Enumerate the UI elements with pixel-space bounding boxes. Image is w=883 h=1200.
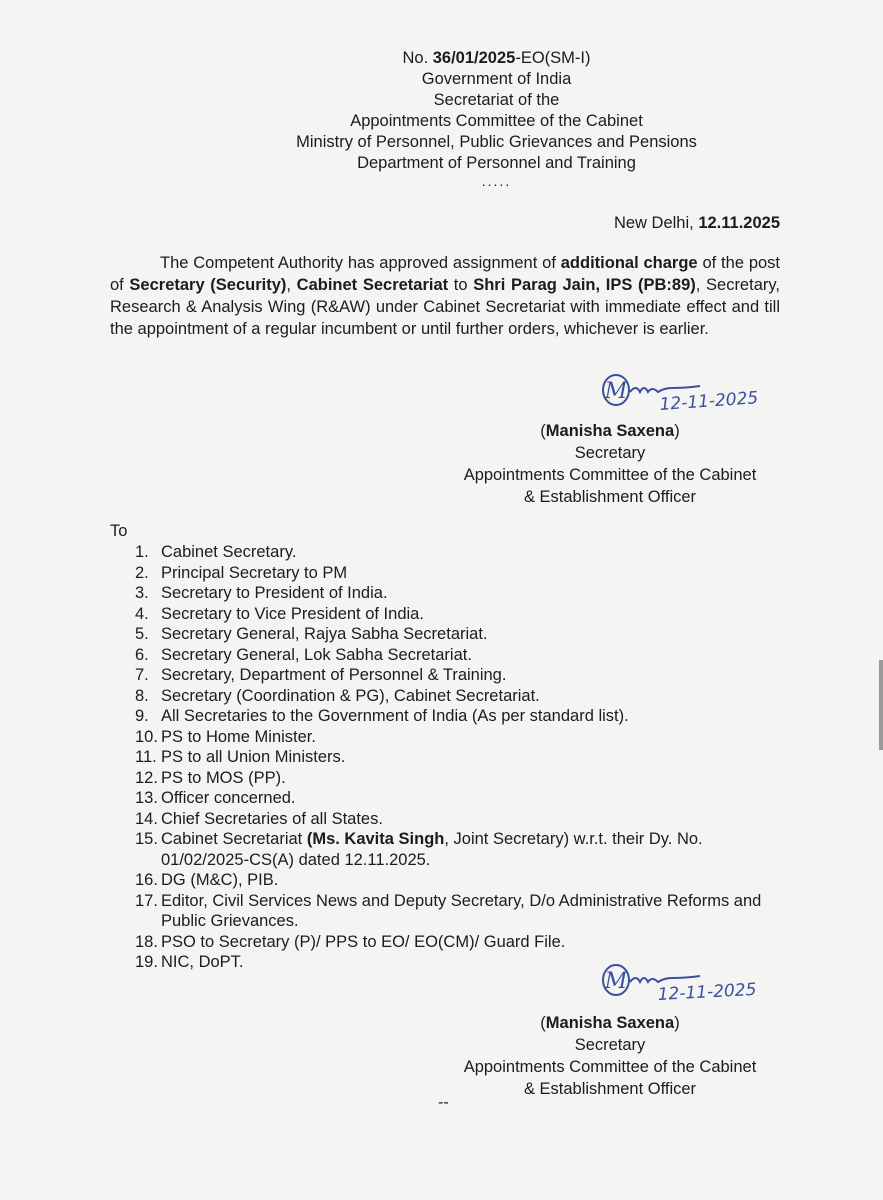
svg-text:M: M (604, 379, 628, 404)
end-mark: -- (438, 1094, 449, 1111)
list-item: 17. Editor, Civil Services News and Deputy Secretary, D/o Administrative Reforms and Public Grievances. (135, 891, 762, 930)
list-item: 1. Cabinet Secretary. (135, 543, 297, 561)
list-item: 10. PS to Home Minister. (135, 727, 316, 746)
signatory-org: Appointments Committee of the Cabinet (463, 1058, 757, 1076)
page-edge-shadow (879, 660, 883, 750)
list-item: 8. Secretary (Coordination & PG), Cabinet Secretariat. (135, 686, 540, 705)
list-item: 18. PSO to Secretary (P)/ PPS to EO/ EO(CM)/ Guard File. (135, 932, 566, 951)
header-line-government: Government of India (421, 70, 572, 88)
signatory-org: Appointments Committee of the Cabinet (463, 466, 757, 484)
signatory-name: (Manisha Saxena) (540, 422, 680, 440)
list-item: 12. PS to MOS (PP). (135, 768, 286, 787)
list-item: 13. Officer concerned. (135, 789, 296, 807)
list-item: 11. PS to all Union Ministers. (135, 748, 346, 766)
list-item: 16. DG (M&C), PIB. (135, 871, 279, 889)
letterhead (0, 48, 883, 188)
header-line-acc: Appointments Committee of the Cabinet (350, 112, 643, 130)
list-item: 14. Chief Secretaries of all States. (135, 809, 383, 828)
header-dots: ..... (481, 173, 512, 189)
to-label: To (110, 522, 128, 540)
header-line-department: Department of Personnel and Training (357, 154, 636, 172)
signatory-name: (Manisha Saxena) (540, 1014, 680, 1032)
signatory-block-2 (445, 1012, 775, 1100)
order-paragraph: The Competent Authority has approved assignment of additional charge of the post of Secretary (Security), Cabinet Secretariat to Shri Parag Jain, IPS (PB:89), Secretary, Research & Analysis Wing (R&AW) under Cabinet Secretariat with immediate effect and till the appointment of a regular incumbent or until further orders, whichever is earlier. (110, 254, 781, 338)
signatory-block-1 (445, 420, 775, 508)
list-item: 9. All Secretaries to the Government of India (As per standard list). (135, 707, 629, 725)
list-item: 19. NIC, DoPT. (135, 953, 244, 971)
signatory-role: & Establishment Officer (523, 488, 697, 506)
list-item: 4. Secretary to Vice President of India. (135, 604, 424, 623)
list-item: 5. Secretary General, Rajya Sabha Secretariat. (135, 625, 488, 643)
svg-text:12-11-2025: 12-11-2025 (658, 388, 759, 415)
handwritten-signature-1 (598, 366, 798, 416)
list-item: 15. Cabinet Secretariat (Ms. Kavita Singh, Joint Secretary) w.r.t. their Dy. No. 01/02/2025-CS(A) dated 12.11.2025. (135, 830, 703, 869)
svg-text:M: M (604, 969, 628, 994)
list-item: 2. Principal Secretary to PM (135, 563, 348, 582)
signatory-title: Secretary (574, 1036, 646, 1054)
list-item: 6. Secretary General, Lok Sabha Secretariat. (135, 645, 472, 664)
signatory-title: Secretary (574, 444, 646, 462)
distribution-list (135, 542, 795, 973)
handwritten-signature-2 (598, 958, 798, 1008)
svg-text:12-11-2025: 12-11-2025 (657, 979, 757, 1005)
header-line-secretariat: Secretariat of the (433, 91, 560, 109)
list-item: 7. Secretary, Department of Personnel & Training. (135, 666, 507, 684)
list-item: 3. Secretary to President of India. (135, 584, 388, 602)
header-line-ministry: Ministry of Personnel, Public Grievances and Pensions (296, 133, 697, 151)
signatory-role: & Establishment Officer (523, 1080, 697, 1098)
reference-number: No. 36/01/2025-EO(SM-I) (402, 49, 591, 67)
issue-date: New Delhi, 12.11.2025 (613, 214, 780, 232)
